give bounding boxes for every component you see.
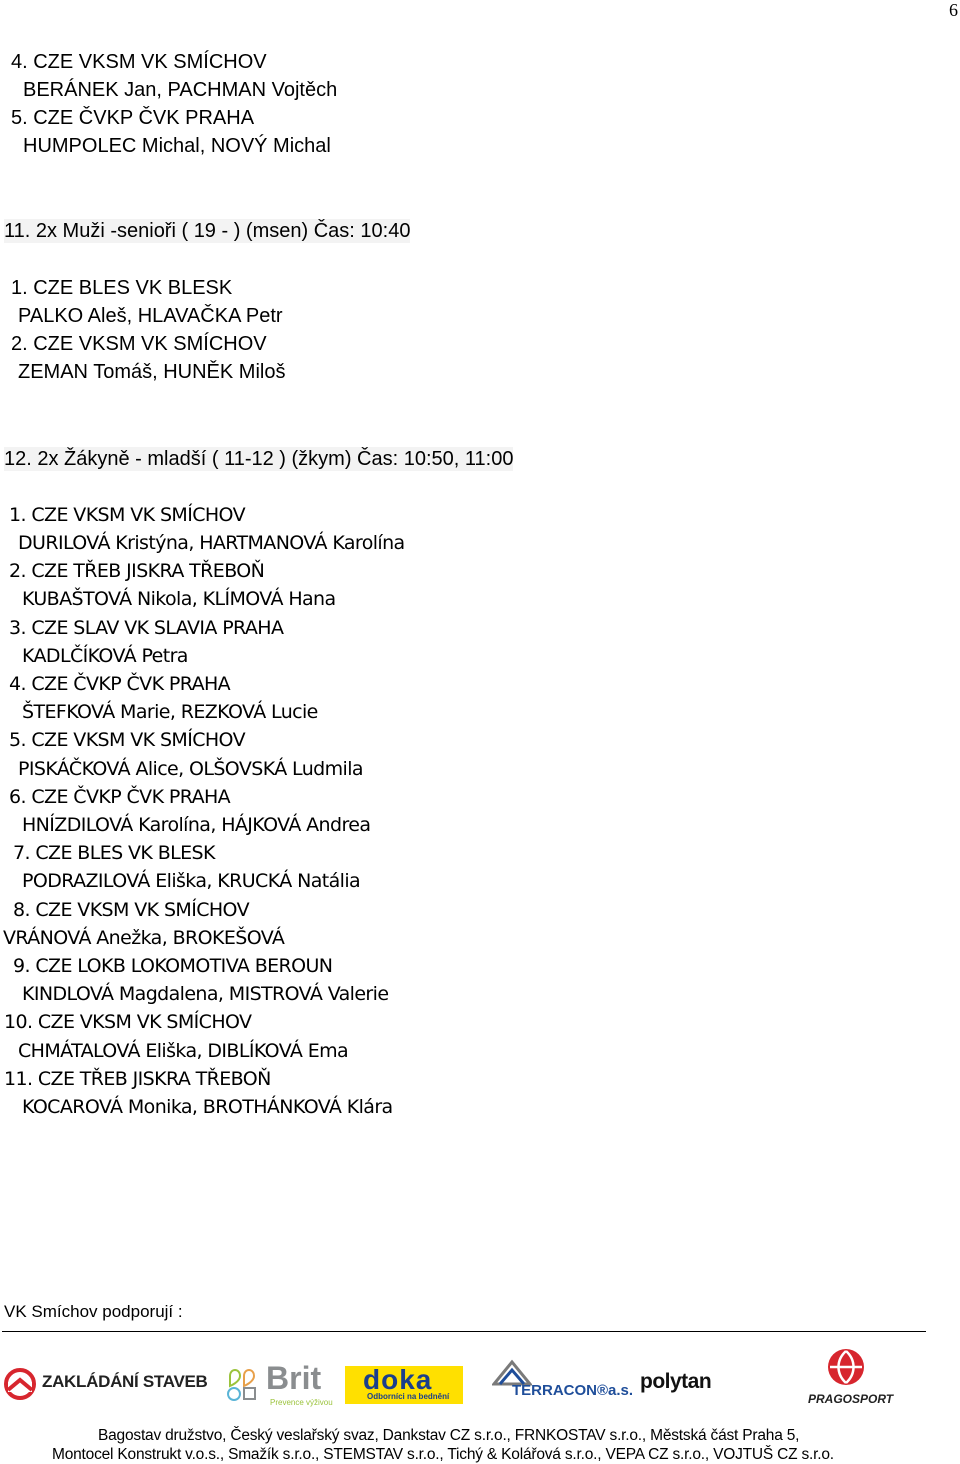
zakladani-mark-icon — [4, 1368, 36, 1400]
entry-club: 1. CZE BLES VK BLESK — [11, 277, 233, 299]
pragosport-mark-icon — [822, 1346, 870, 1388]
sponsors-label: VK Smíchov podporují : — [4, 1302, 183, 1321]
entry-club: 4. CZE ČVKP ČVK PRAHA — [9, 673, 231, 695]
entry-club: 2. CZE VKSM VK SMÍCHOV — [11, 333, 267, 355]
logo-pragosport — [804, 1346, 894, 1410]
race-heading: 12. 2x Žákyně - mladší ( 11-12 ) (žkym) Čas: 10:50, 11:00 — [4, 448, 514, 470]
polytan-text: polytan — [640, 1370, 712, 1393]
brit-subtext: Prevence výživou — [270, 1398, 333, 1407]
entry-crew: PALKO Aleš, HLAVAČKA Petr — [18, 305, 283, 327]
entry-crew: PISKÁČKOVÁ Alice, OLŠOVSKÁ Ludmila — [18, 758, 363, 780]
entry-club: 10. CZE VKSM VK SMÍCHOV — [4, 1011, 252, 1033]
race-heading: 11. 2x Muži -senioři ( 19 - ) (msen) Čas: 10:40 — [4, 220, 411, 242]
entry-club: 1. CZE VKSM VK SMÍCHOV — [9, 504, 245, 526]
entry-crew: VRÁNOVÁ Anežka, BROKEŠOVÁ — [3, 927, 285, 949]
zakladani-text: ZAKLÁDÁNÍ STAVEB — [42, 1372, 208, 1391]
logo-polytan — [640, 1370, 724, 1400]
entry-crew: KADLČÍKOVÁ Petra — [22, 645, 188, 667]
entry-crew: ZEMAN Tomáš, HUNĚK Miloš — [18, 361, 286, 383]
entry-crew: DURILOVÁ Kristýna, HARTMANOVÁ Karolína — [18, 532, 405, 554]
sponsor-logos — [0, 1340, 940, 1420]
doka-text: doka — [363, 1364, 433, 1395]
entry-club: 4. CZE VKSM VK SMÍCHOV — [11, 51, 267, 73]
entry-crew: CHMÁTALOVÁ Eliška, DIBLÍKOVÁ Ema — [18, 1040, 349, 1062]
entry-club: 6. CZE ČVKP ČVK PRAHA — [9, 786, 231, 808]
logo-zakladani-staveb — [4, 1366, 216, 1402]
terracon-text: TERRACON®a.s. — [512, 1382, 634, 1399]
entry-club: 2. CZE TŘEB JISKRA TŘEBOŇ — [9, 560, 265, 582]
entry-club: 3. CZE SLAV VK SLAVIA PRAHA — [9, 617, 284, 639]
pragosport-text: PRAGOSPORT — [808, 1392, 894, 1406]
entry-club: 5. CZE ČVKP ČVK PRAHA — [11, 107, 255, 129]
sponsors-divider — [2, 1331, 926, 1332]
entry-club: 9. CZE LOKB LOKOMOTIVA BEROUN — [13, 955, 333, 977]
entry-crew: HUMPOLEC Michal, NOVÝ Michal — [23, 135, 331, 157]
logo-doka — [345, 1366, 463, 1404]
entry-club: 5. CZE VKSM VK SMÍCHOV — [9, 729, 245, 751]
entry-crew: BERÁNEK Jan, PACHMAN Vojtěch — [23, 79, 338, 101]
entry-crew: ŠTEFKOVÁ Marie, REZKOVÁ Lucie — [22, 701, 318, 723]
sponsors-list-line-1: Bagostav družstvo, Český veslařský svaz, Dankstav CZ s.r.o., FRNKOSTAV s.r.o., Městská část Praha 5, — [98, 1427, 800, 1444]
brit-text: Brit — [266, 1360, 322, 1396]
doka-subtext: Odborníci na bednění — [367, 1392, 450, 1401]
entry-club: 8. CZE VKSM VK SMÍCHOV — [13, 899, 249, 921]
entry-crew: KUBAŠTOVÁ Nikola, KLÍMOVÁ Hana — [22, 588, 336, 610]
sponsors-list-line-2: Montocel Konstrukt v.o.s., Smažík s.r.o., STEMSTAV s.r.o., Tichý & Kolářová s.r.o., VEPA CZ s.r.o., VOJTUŠ CZ s.r.o. — [52, 1446, 834, 1463]
entry-crew: KINDLOVÁ Magdalena, MISTROVÁ Valerie — [22, 983, 389, 1005]
entry-club: 11. CZE TŘEB JISKRA TŘEBOŇ — [4, 1068, 271, 1090]
brit-mark-icon — [222, 1364, 262, 1404]
entry-crew: PODRAZILOVÁ Eliška, KRUCKÁ Natália — [22, 870, 361, 892]
entry-club: 7. CZE BLES VK BLESK — [13, 842, 215, 864]
logo-brit — [222, 1360, 334, 1408]
logo-terracon — [492, 1358, 632, 1404]
page-number: 6 — [949, 0, 958, 20]
entry-crew: HNÍZDILOVÁ Karolína, HÁJKOVÁ Andrea — [22, 814, 371, 836]
entry-crew: KOCAROVÁ Monika, BROTHÁNKOVÁ Klára — [22, 1096, 393, 1118]
